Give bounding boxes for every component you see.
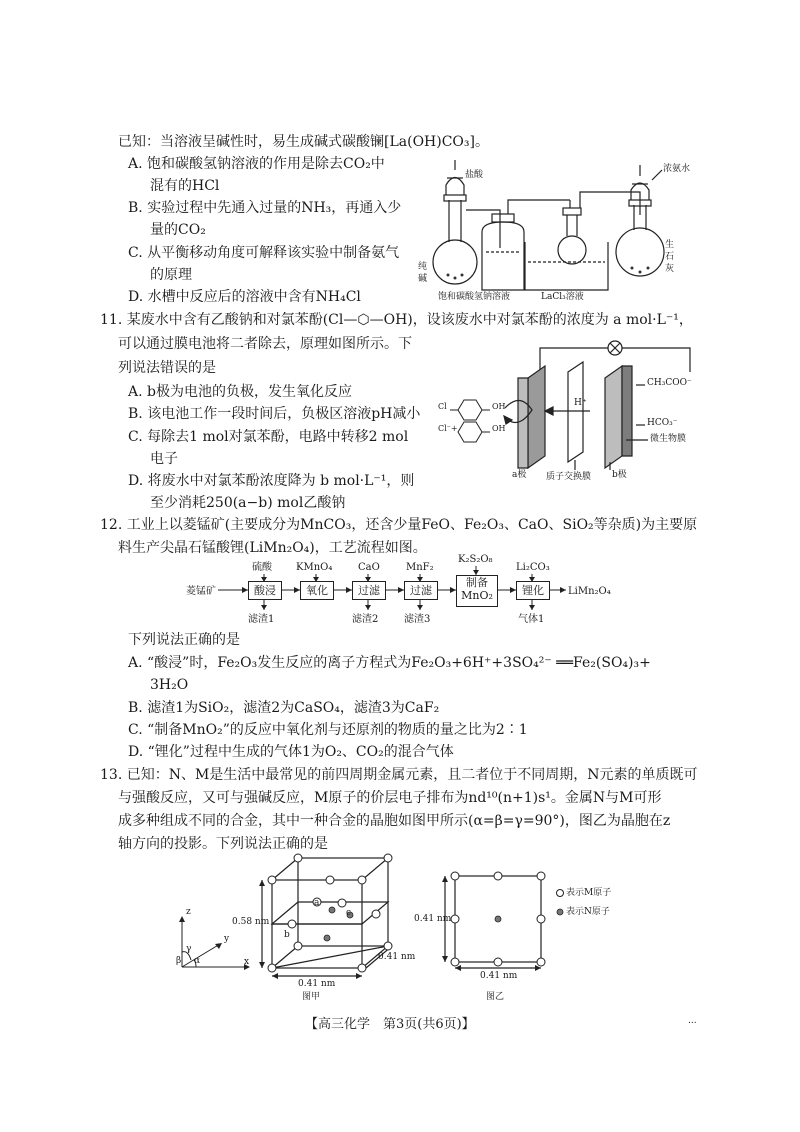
q10-option-d: D. 水槽中反应后的溶液中含有NH₄Cl [128, 289, 361, 305]
flow-step-filter-1: 过滤 [352, 581, 386, 600]
legend-m: 表示M原子 [566, 888, 612, 898]
label-lime-1: 生 [665, 240, 675, 250]
flow-start: 菱锰矿 [186, 586, 216, 597]
atom-label-b: b [284, 930, 290, 940]
label-electrode-b: b极 [612, 470, 627, 480]
label-proton-membrane: 质子交换膜 [546, 472, 592, 482]
flow-step-prepare-mno2: 制备 MnO₂ [456, 575, 498, 607]
q12-lead: 下列说法正确的是 [128, 632, 240, 648]
q12-option-d: D. “锂化”过程中生成的气体1为O₂、CO₂的混合气体 [128, 744, 454, 760]
label-electrode-a: a极 [512, 470, 527, 480]
q12-option-b: B. 滤渣1为SiO₂，滤渣2为CaSO₄，滤渣3为CaF₂ [128, 700, 440, 716]
q11-option-b: B. 该电池工作一段时间后，负极区溶液pH减小 [128, 406, 421, 422]
q12-option-c: C. “制备MnO₂”的反应中氧化剂与还原剂的物质的量之比为2∶1 [128, 722, 528, 738]
q11-stem-1: 11. 某废水中含有乙酸钠和对氯苯酚(Cl—⬡—OH)，设该废水中对氯苯酚的浓度为 a mol·L⁻¹， [100, 312, 693, 328]
flow-waste-3: 滤渣3 [404, 614, 431, 625]
q13-stem-3: 成多种组成不同的合金，其中一种合金的晶胞如图甲所示(α=β=γ=90°)，图乙为晶胞在z [118, 813, 671, 829]
q11-option-c: C. 每除去1 mol对氯苯酚，电路中转移2 mol [128, 429, 409, 445]
angle-alpha: α [194, 956, 201, 966]
label-lime-3: 灰 [665, 264, 675, 274]
q11-option-c-cont: 电子 [150, 451, 178, 467]
flow-reagent-3: CaO [358, 562, 380, 573]
q12-stem-1: 12. 工业上以菱锰矿(主要成分为MnCO₃，还含少量FeO、Fe₂O₃、CaO、SiO₂等杂质)为主要原 [100, 517, 698, 533]
q11-stem-3: 列说法错误的是 [118, 360, 216, 376]
label-hcl: 盐酸 [465, 170, 484, 180]
flow-reagent-4: MnF₂ [406, 562, 434, 573]
dim-depth: 0.41 nm [378, 952, 416, 962]
flow-reagent-5: K₂S₂O₈ [458, 554, 493, 565]
axis-y: y [224, 934, 230, 944]
label-ammonia: 浓氨水 [663, 164, 691, 174]
q11-option-d: D. 将废水中对氯苯酚浓度降为 b mol·L⁻¹，则 [128, 473, 415, 489]
atom-label-a: a [314, 898, 320, 908]
flow-gas-1: 气体1 [518, 614, 545, 625]
label-soda-1: 纯 [418, 262, 428, 272]
label-microbe-membrane: 微生物膜 [650, 434, 687, 444]
flow-waste-2: 滤渣2 [352, 614, 379, 625]
q12-option-a-cont: 3H₂O [150, 677, 189, 693]
page-footer: 【高三化学 第3页(共6页)】 [305, 1017, 475, 1032]
label-cl-minus: Cl⁻+ [438, 424, 458, 433]
q12-option-a: A. “酸浸”时，Fe₂O₃发生反应的离子方程式为Fe₂O₃+6H⁺+3SO₄²⁻ ══Fe₂(SO₄)₃+ [128, 655, 651, 671]
label-bicarb: 饱和碳酸氢钠溶液 [438, 292, 511, 302]
q13-stem-4: 轴方向的投影。下列说法正确的是 [118, 836, 328, 852]
q11-stem-2: 可以通过膜电池将二者除去，原理如图所示。下 [118, 336, 412, 352]
flow-step-acid-leach: 酸浸 [248, 581, 282, 600]
flow-reagent-6: Li₂CO₃ [516, 562, 550, 573]
label-oh-bottom: OH [492, 424, 506, 433]
label-lime-2: 石 [665, 252, 675, 262]
label-bicarbonate: HCO₃⁻ [647, 418, 678, 428]
flow-waste-1: 滤渣1 [248, 614, 275, 625]
label-lacl3: LaCl₃溶液 [541, 292, 584, 302]
dim-width: 0.41 nm [298, 979, 336, 989]
q10-known: 已知：当溶液呈碱性时，易生成碱式碳酸镧[La(OH)CO₃]。 [118, 134, 489, 150]
label-h-plus: H⁺ [574, 398, 587, 408]
q10-option-b-cont: 量的CO₂ [150, 222, 206, 238]
q10-option-c-cont: 的原理 [150, 267, 192, 283]
label-soda-2: 碱 [418, 274, 428, 284]
q11-option-d-cont: 至少消耗250(a−b) mol乙酸钠 [150, 495, 346, 511]
flow-reagent-2: KMnO₄ [296, 562, 333, 573]
q11-option-a: A. b极为电池的负极，发生氧化反应 [128, 384, 352, 400]
q10-option-a: A. 饱和碳酸氢钠溶液的作用是除去CO₂中 [128, 156, 385, 172]
label-oh-top: OH [492, 402, 506, 411]
flow-end-product: LiMn₂O₄ [568, 586, 611, 597]
q10-option-c: C. 从平衡移动角度可解释该实验中制备氨气 [128, 245, 400, 261]
caption-fig-a: 图甲 [302, 992, 321, 1002]
label-acetate: CH₃COO⁻ [647, 378, 692, 388]
q12-stem-2: 料生产尖晶石锰酸锂(LiMn₂O₄)，工艺流程如图。 [118, 540, 427, 556]
dim-width-2: 0.41 nm [480, 971, 518, 981]
dim-height-2: 0.41 nm [414, 914, 452, 924]
flow-step-filter-2: 过滤 [404, 581, 438, 600]
caption-fig-b: 图乙 [486, 992, 505, 1002]
atom-label-c: c [346, 908, 352, 918]
q10-option-a-cont: 混有的HCl [150, 178, 220, 194]
q10-option-b: B. 实验过程中先通入过量的NH₃，再通入少 [128, 200, 402, 216]
q13-stem-1: 13. 已知：N、M是生活中最常见的前四周期金属元素，且二者位于不同周期，N元素的单质既可 [100, 767, 698, 783]
axis-z: z [186, 907, 191, 917]
corner-mark: ... [688, 1016, 697, 1026]
angle-beta: β [176, 956, 182, 966]
label-cl-top: Cl [438, 402, 447, 411]
q13-stem-2: 与强酸反应，又可与强碱反应，M原子的价层电子排布为nd¹⁰(n+1)s¹。金属N与M可形 [118, 790, 662, 806]
flow-step-oxidize: 氧化 [300, 581, 334, 600]
flow-step-lithiate: 锂化 [516, 581, 550, 600]
dim-height: 0.58 nm [232, 917, 270, 927]
legend-n: 表示N原子 [566, 907, 610, 917]
flow-reagent-1: 硫酸 [252, 562, 272, 573]
angle-gamma: γ [186, 944, 192, 954]
axis-x: x [244, 957, 250, 967]
